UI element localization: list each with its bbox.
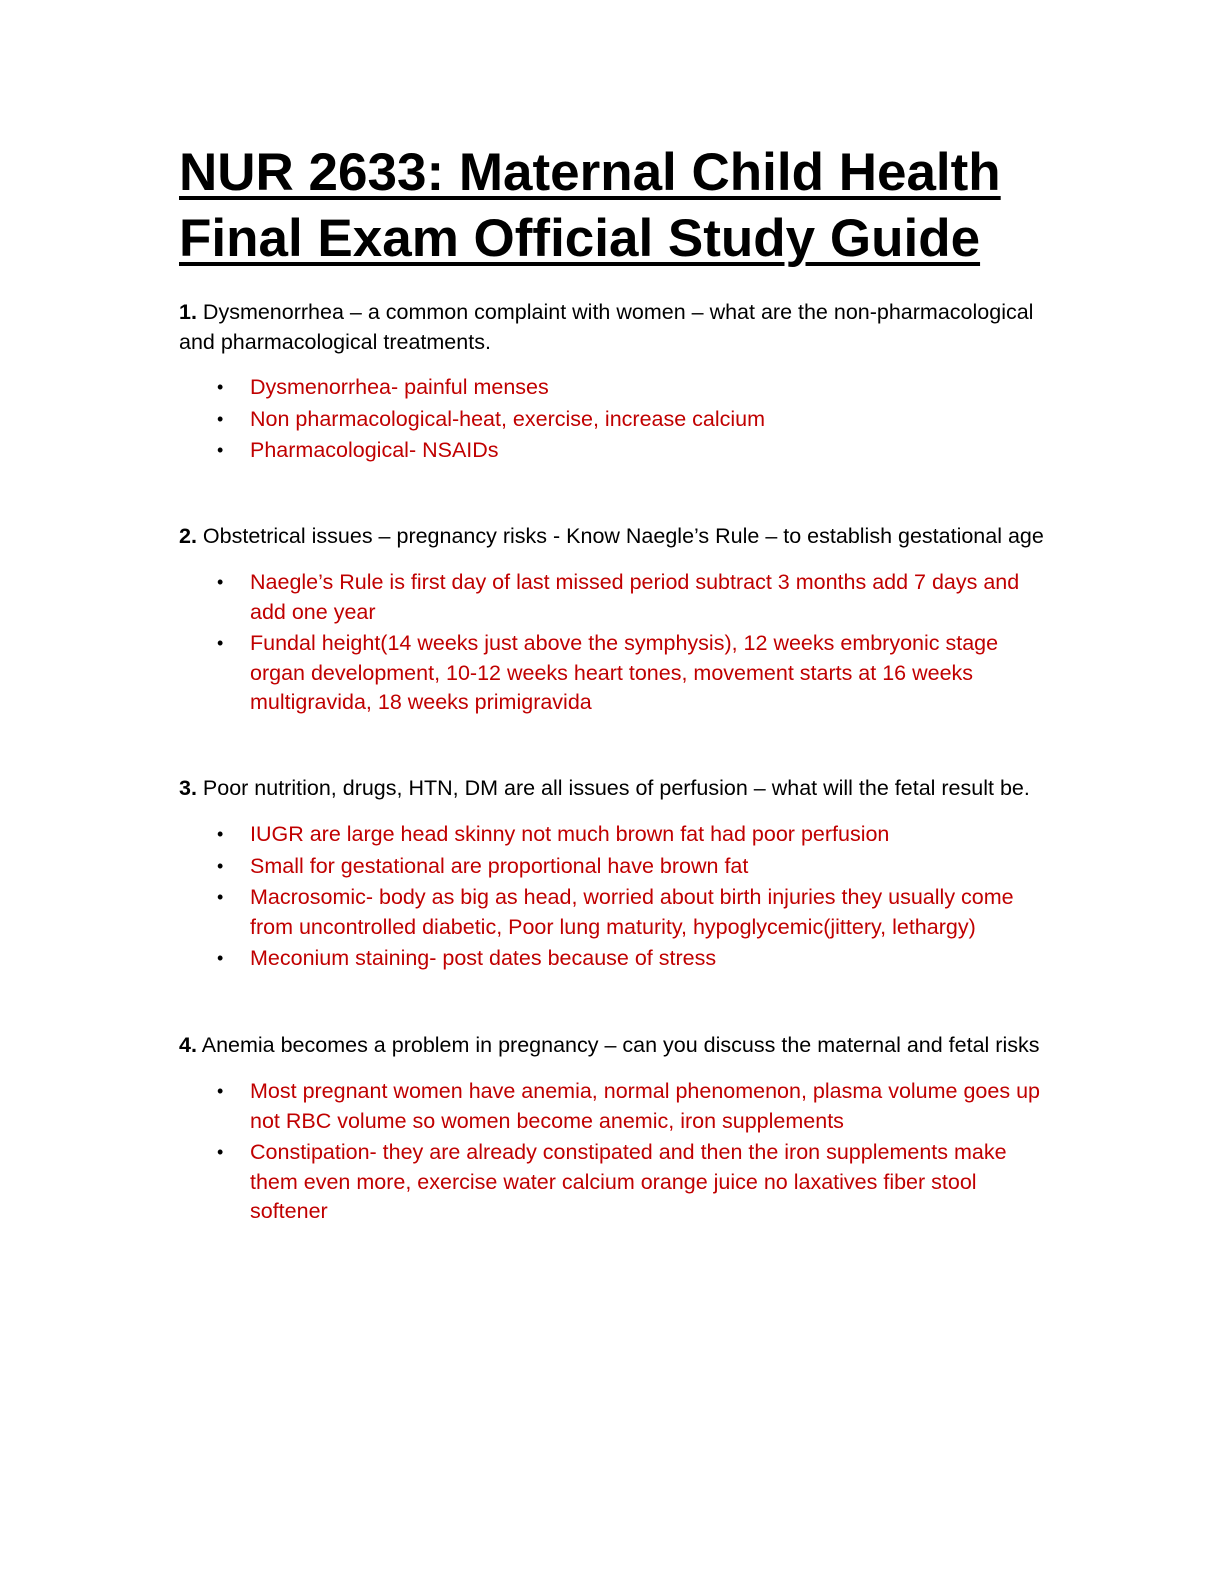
question-3	[179, 774, 1049, 804]
answer-text: Fundal height(14 weeks just above the symphysis), 12 weeks embryonic stage organ development, 10-12 weeks heart tones, movement starts at 16 weeks multigravida, 18 weeks primigravida	[250, 631, 999, 714]
answer-text: Small for gestational are proportional have brown fat	[250, 853, 749, 878]
bullet-icon: •	[217, 377, 224, 397]
list-item	[179, 568, 1049, 627]
list-item	[179, 883, 1049, 942]
answer-text: Macrosomic- body as big as head, worried about birth injuries they usually come from uncontrolled diabetic, Poor lung maturity, hypoglycemic(jittery, lethargy)	[250, 885, 1014, 939]
bullet-icon: •	[217, 948, 224, 968]
list-item	[179, 944, 1049, 974]
question-2	[179, 522, 1049, 552]
question-number: 3.	[179, 775, 197, 800]
document-page	[179, 140, 1049, 1229]
question-text: Obstetrical issues – pregnancy risks - Know Naegle’s Rule – to establish gestational age	[196, 523, 1044, 548]
answer-list-2	[179, 568, 1049, 718]
bullet-icon: •	[217, 887, 224, 907]
answer-text: Most pregnant women have anemia, normal phenomenon, plasma volume goes up not RBC volume so women become anemic, iron supplements	[250, 1079, 1040, 1133]
bullet-icon: •	[217, 855, 224, 876]
question-4	[179, 1031, 1049, 1061]
list-item	[179, 852, 1049, 882]
answer-text: IUGR are large head skinny not much brown fat had poor perfusion	[250, 822, 890, 846]
question-1	[179, 298, 1049, 357]
bullet-icon: •	[217, 572, 224, 592]
bullet-icon: •	[217, 824, 224, 844]
bullet-icon: •	[217, 440, 224, 460]
answer-text: Naegle’s Rule is first day of last missed period subtract 3 months add 7 days and add one year	[250, 570, 1020, 624]
answer-text: Constipation- they are already constipated and then the iron supplements make them even more, exercise water calcium orange juice no laxatives fiber stool softener	[250, 1140, 1007, 1223]
list-item	[179, 1138, 1049, 1227]
answer-list-1	[179, 373, 1049, 466]
list-item	[179, 373, 1049, 403]
bullet-icon: •	[217, 408, 224, 429]
bullet-icon: •	[217, 1142, 224, 1162]
answer-text: Dysmenorrhea- painful menses	[250, 375, 549, 399]
list-item	[179, 629, 1049, 718]
title-line-1: NUR 2633: Maternal Child Health	[179, 143, 1001, 202]
question-text: Poor nutrition, drugs, HTN, DM are all issues of perfusion – what will the fetal result be.	[196, 775, 1030, 800]
answer-text: Non pharmacological-heat, exercise, increase calcium	[250, 406, 766, 431]
title-line-2: Final Exam Official Study Guide	[179, 209, 981, 268]
list-item	[179, 820, 1049, 850]
question-number: 1.	[179, 300, 197, 324]
answer-list-3	[179, 820, 1049, 974]
question-number: 2.	[179, 523, 197, 548]
document-title	[179, 140, 1049, 272]
question-number: 4.	[179, 1032, 197, 1057]
answer-text: Meconium staining- post dates because of stress	[250, 946, 717, 970]
question-text: Dysmenorrhea – a common complaint with women – what are the non-pharmacological and pharmacological treatments.	[179, 300, 1034, 354]
answer-text: Pharmacological- NSAIDs	[250, 438, 499, 462]
answer-list-4	[179, 1077, 1049, 1227]
bullet-icon: •	[217, 1081, 224, 1101]
list-item	[179, 436, 1049, 466]
bullet-icon: •	[217, 633, 224, 653]
list-item	[179, 1077, 1049, 1136]
list-item	[179, 405, 1049, 435]
question-text: Anemia becomes a problem in pregnancy – can you discuss the maternal and fetal risks	[196, 1032, 1040, 1057]
